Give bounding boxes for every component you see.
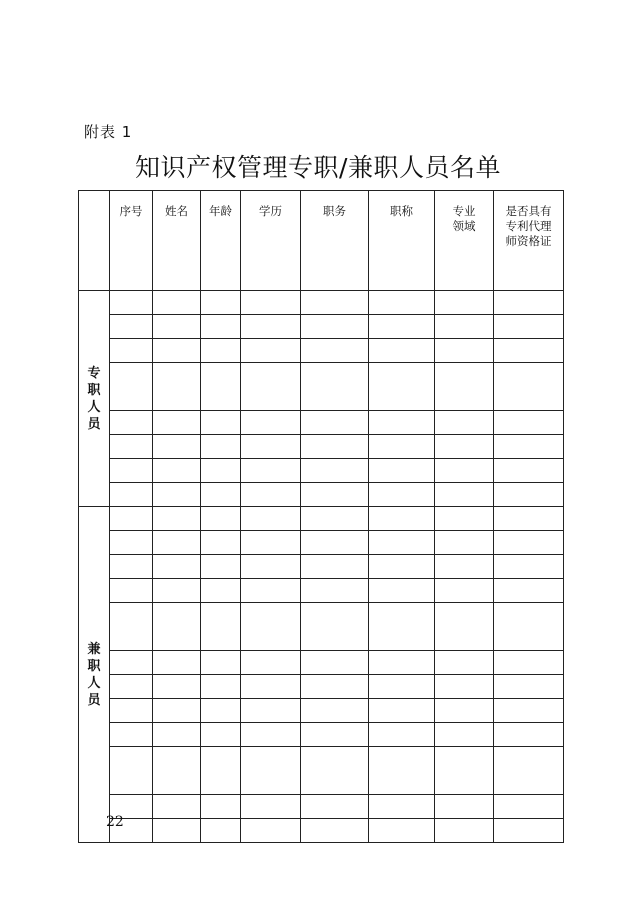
table-cell[interactable] bbox=[301, 819, 369, 843]
table-cell[interactable] bbox=[153, 579, 201, 603]
document-title: 知识产权管理专职/兼职人员名单 bbox=[135, 153, 501, 182]
table-cell[interactable] bbox=[241, 435, 301, 459]
table-cell[interactable] bbox=[435, 603, 494, 651]
column-header-agent-certificate: 是否具有 专利代理 师资格证 bbox=[494, 191, 564, 291]
table-cell[interactable] bbox=[369, 579, 435, 603]
table-cell[interactable] bbox=[153, 723, 201, 747]
table-cell[interactable] bbox=[369, 723, 435, 747]
group-label-fulltime bbox=[79, 291, 110, 507]
staff-roster-table bbox=[78, 190, 564, 843]
table-cell[interactable] bbox=[110, 651, 153, 675]
table-cell[interactable] bbox=[153, 459, 201, 483]
table-cell[interactable] bbox=[435, 411, 494, 435]
table-cell[interactable] bbox=[301, 603, 369, 651]
column-header-name: 姓名 bbox=[153, 191, 201, 291]
table-cell[interactable] bbox=[241, 675, 301, 699]
table-row bbox=[79, 531, 564, 555]
table-cell[interactable] bbox=[369, 435, 435, 459]
table-cell[interactable] bbox=[494, 723, 564, 747]
table-cell[interactable] bbox=[301, 435, 369, 459]
table-cell[interactable] bbox=[435, 291, 494, 315]
table-cell[interactable] bbox=[369, 699, 435, 723]
table-cell[interactable] bbox=[494, 411, 564, 435]
table-cell[interactable] bbox=[301, 795, 369, 819]
table-row bbox=[79, 339, 564, 363]
table-cell[interactable] bbox=[153, 483, 201, 507]
table-cell[interactable] bbox=[435, 651, 494, 675]
table-cell[interactable] bbox=[201, 747, 241, 795]
table-row bbox=[79, 483, 564, 507]
table-cell[interactable] bbox=[201, 507, 241, 531]
table-cell[interactable] bbox=[241, 795, 301, 819]
table-cell[interactable] bbox=[201, 483, 241, 507]
table-cell[interactable] bbox=[241, 315, 301, 339]
table-row bbox=[79, 699, 564, 723]
table-cell[interactable] bbox=[241, 603, 301, 651]
table-cell[interactable] bbox=[301, 723, 369, 747]
table-cell[interactable] bbox=[201, 411, 241, 435]
table-cell[interactable] bbox=[110, 339, 153, 363]
table-cell[interactable] bbox=[153, 291, 201, 315]
table-cell[interactable] bbox=[241, 507, 301, 531]
table-cell[interactable] bbox=[301, 555, 369, 579]
table-cell[interactable] bbox=[435, 675, 494, 699]
table-cell[interactable] bbox=[494, 675, 564, 699]
table-cell[interactable] bbox=[369, 531, 435, 555]
table-cell[interactable] bbox=[241, 483, 301, 507]
table-cell[interactable] bbox=[435, 459, 494, 483]
table-row bbox=[79, 819, 564, 843]
table-cell[interactable] bbox=[301, 651, 369, 675]
table-cell[interactable] bbox=[153, 531, 201, 555]
table-cell[interactable] bbox=[301, 483, 369, 507]
table-cell[interactable] bbox=[494, 459, 564, 483]
table-cell[interactable] bbox=[435, 723, 494, 747]
table-cell[interactable] bbox=[369, 603, 435, 651]
table-cell[interactable] bbox=[110, 363, 153, 411]
table-cell[interactable] bbox=[110, 411, 153, 435]
table-cell[interactable] bbox=[494, 363, 564, 411]
column-header-index: 序号 bbox=[110, 191, 153, 291]
table-cell[interactable] bbox=[435, 483, 494, 507]
table-cell[interactable] bbox=[153, 795, 201, 819]
table-cell[interactable] bbox=[494, 339, 564, 363]
table-cell[interactable] bbox=[369, 819, 435, 843]
table-cell[interactable] bbox=[201, 651, 241, 675]
group-label-text: 专 职 人 员 bbox=[87, 365, 101, 432]
table-cell[interactable] bbox=[201, 339, 241, 363]
column-header-field: 专业 领域 bbox=[435, 191, 494, 291]
table-cell[interactable] bbox=[241, 291, 301, 315]
header-row bbox=[79, 191, 564, 291]
table-cell[interactable] bbox=[201, 555, 241, 579]
table-cell[interactable] bbox=[241, 531, 301, 555]
table-cell[interactable] bbox=[241, 723, 301, 747]
table-cell[interactable] bbox=[201, 531, 241, 555]
table-cell[interactable] bbox=[301, 411, 369, 435]
table-cell[interactable] bbox=[201, 699, 241, 723]
table-cell[interactable] bbox=[369, 795, 435, 819]
table-cell[interactable] bbox=[494, 699, 564, 723]
table-cell[interactable] bbox=[201, 819, 241, 843]
table-cell[interactable] bbox=[153, 699, 201, 723]
table-cell[interactable] bbox=[369, 555, 435, 579]
table-cell[interactable] bbox=[435, 435, 494, 459]
table-cell[interactable] bbox=[241, 339, 301, 363]
table-cell[interactable] bbox=[153, 651, 201, 675]
table-cell[interactable] bbox=[435, 819, 494, 843]
table-cell[interactable] bbox=[201, 675, 241, 699]
group-label-parttime bbox=[79, 507, 110, 843]
table-cell[interactable] bbox=[241, 699, 301, 723]
table-row bbox=[79, 411, 564, 435]
table-cell[interactable] bbox=[110, 507, 153, 531]
column-header-age: 年龄 bbox=[201, 191, 241, 291]
table-cell[interactable] bbox=[369, 291, 435, 315]
table-cell[interactable] bbox=[494, 747, 564, 795]
table-cell[interactable] bbox=[494, 603, 564, 651]
table-row bbox=[79, 555, 564, 579]
table-cell[interactable] bbox=[301, 579, 369, 603]
table-cell[interactable] bbox=[241, 747, 301, 795]
table-cell[interactable] bbox=[153, 363, 201, 411]
table-cell[interactable] bbox=[494, 507, 564, 531]
table-cell[interactable] bbox=[494, 651, 564, 675]
table-cell[interactable] bbox=[153, 603, 201, 651]
table-cell[interactable] bbox=[369, 339, 435, 363]
table-row bbox=[79, 459, 564, 483]
table-cell[interactable] bbox=[110, 603, 153, 651]
table-cell[interactable] bbox=[369, 747, 435, 795]
column-header-education: 学历 bbox=[241, 191, 301, 291]
table-cell[interactable] bbox=[301, 315, 369, 339]
table-cell[interactable] bbox=[110, 531, 153, 555]
table-cell[interactable] bbox=[110, 555, 153, 579]
table-cell[interactable] bbox=[241, 459, 301, 483]
table-cell[interactable] bbox=[153, 675, 201, 699]
table-cell[interactable] bbox=[494, 435, 564, 459]
table-row bbox=[79, 315, 564, 339]
table-cell[interactable] bbox=[301, 675, 369, 699]
table-cell[interactable] bbox=[110, 435, 153, 459]
table-row bbox=[79, 747, 564, 795]
table-cell[interactable] bbox=[110, 723, 153, 747]
table-cell[interactable] bbox=[435, 795, 494, 819]
table-cell[interactable] bbox=[201, 723, 241, 747]
table-cell[interactable] bbox=[241, 819, 301, 843]
table-row bbox=[79, 651, 564, 675]
table-cell[interactable] bbox=[201, 579, 241, 603]
table-cell[interactable] bbox=[110, 699, 153, 723]
attachment-label: 附表 1 bbox=[84, 123, 133, 141]
table-cell[interactable] bbox=[110, 291, 153, 315]
table-cell[interactable] bbox=[201, 603, 241, 651]
table-row bbox=[79, 363, 564, 411]
table-cell[interactable] bbox=[369, 651, 435, 675]
table-cell[interactable] bbox=[494, 819, 564, 843]
table-cell[interactable] bbox=[241, 555, 301, 579]
table-cell[interactable] bbox=[494, 483, 564, 507]
table-cell[interactable] bbox=[201, 459, 241, 483]
table-row bbox=[79, 435, 564, 459]
table-cell[interactable] bbox=[369, 483, 435, 507]
table-cell[interactable] bbox=[110, 675, 153, 699]
table-cell[interactable] bbox=[435, 507, 494, 531]
roster-body bbox=[79, 291, 564, 843]
table-cell[interactable] bbox=[494, 579, 564, 603]
table-cell[interactable] bbox=[494, 795, 564, 819]
table-cell[interactable] bbox=[153, 435, 201, 459]
column-header-title: 职称 bbox=[369, 191, 435, 291]
table-cell[interactable] bbox=[201, 315, 241, 339]
table-row bbox=[79, 579, 564, 603]
table-cell[interactable] bbox=[110, 315, 153, 339]
table-cell[interactable] bbox=[241, 651, 301, 675]
table-cell[interactable] bbox=[301, 363, 369, 411]
table-row bbox=[79, 795, 564, 819]
table-row bbox=[79, 675, 564, 699]
table-cell[interactable] bbox=[435, 579, 494, 603]
table-cell[interactable] bbox=[241, 579, 301, 603]
page-number: 22 bbox=[106, 814, 124, 830]
table-cell[interactable] bbox=[301, 531, 369, 555]
table-cell[interactable] bbox=[435, 339, 494, 363]
table-cell[interactable] bbox=[153, 507, 201, 531]
table-cell[interactable] bbox=[369, 411, 435, 435]
table-cell[interactable] bbox=[201, 435, 241, 459]
table-cell[interactable] bbox=[201, 363, 241, 411]
table-cell[interactable] bbox=[494, 291, 564, 315]
table-cell[interactable] bbox=[301, 291, 369, 315]
table-cell[interactable] bbox=[153, 315, 201, 339]
group-header-cell bbox=[79, 191, 110, 291]
table-cell[interactable] bbox=[301, 459, 369, 483]
table-cell[interactable] bbox=[241, 363, 301, 411]
table-cell[interactable] bbox=[110, 579, 153, 603]
table-cell[interactable] bbox=[241, 411, 301, 435]
table-cell[interactable] bbox=[369, 675, 435, 699]
table-cell[interactable] bbox=[435, 363, 494, 411]
table-cell[interactable] bbox=[369, 459, 435, 483]
table-cell[interactable] bbox=[494, 531, 564, 555]
table-cell[interactable] bbox=[201, 795, 241, 819]
table-cell[interactable] bbox=[110, 483, 153, 507]
table-cell[interactable] bbox=[153, 747, 201, 795]
table-cell[interactable] bbox=[435, 747, 494, 795]
table-cell[interactable] bbox=[201, 291, 241, 315]
table-cell[interactable] bbox=[369, 315, 435, 339]
table-cell[interactable] bbox=[494, 315, 564, 339]
table-cell[interactable] bbox=[301, 699, 369, 723]
table-row bbox=[79, 507, 564, 531]
table-cell[interactable] bbox=[110, 747, 153, 795]
group-label-text: 兼 职 人 员 bbox=[87, 641, 101, 708]
table-cell[interactable] bbox=[435, 699, 494, 723]
table-row bbox=[79, 723, 564, 747]
table-cell[interactable] bbox=[369, 507, 435, 531]
table-cell[interactable] bbox=[494, 555, 564, 579]
table-cell[interactable] bbox=[110, 459, 153, 483]
table-cell[interactable] bbox=[435, 315, 494, 339]
table-cell[interactable] bbox=[153, 819, 201, 843]
table-cell[interactable] bbox=[301, 747, 369, 795]
table-cell[interactable] bbox=[435, 555, 494, 579]
table-cell[interactable] bbox=[369, 363, 435, 411]
table-row bbox=[79, 291, 564, 315]
table-cell[interactable] bbox=[153, 411, 201, 435]
column-header-position: 职务 bbox=[301, 191, 369, 291]
table-cell[interactable] bbox=[301, 507, 369, 531]
table-cell[interactable] bbox=[153, 339, 201, 363]
table-cell[interactable] bbox=[153, 555, 201, 579]
table-row bbox=[79, 603, 564, 651]
table-cell[interactable] bbox=[301, 339, 369, 363]
table-cell[interactable] bbox=[435, 531, 494, 555]
